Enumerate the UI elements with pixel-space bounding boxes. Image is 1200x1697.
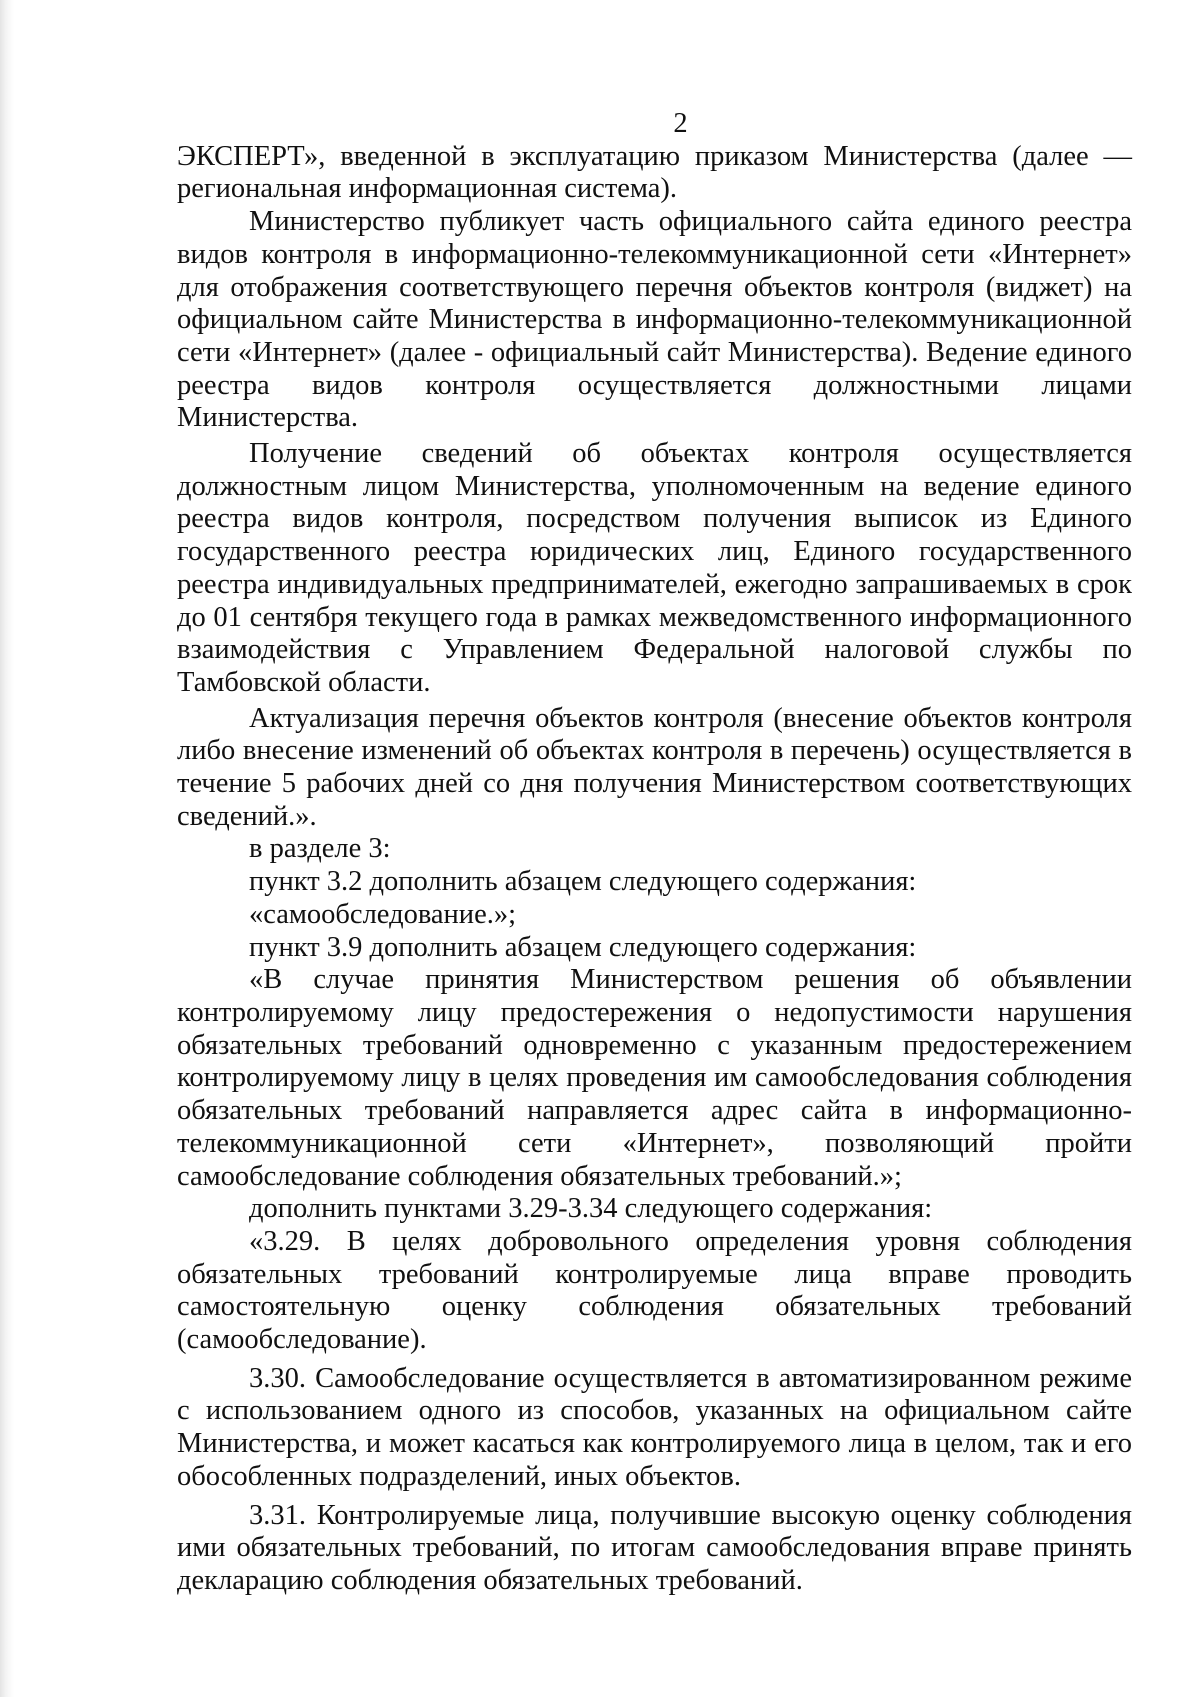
paragraph-widget-publication: Министерство публикует часть официального сайта единого реестра видов контроля в информационно-телекоммуникационной сети «Интернет» для отображения соответствующего перечня объектов контроля (виджет) на официальном сайте Министерства в информационно-телекоммуникационной сети «Интернет» (далее - официальный сайт Министерства). Ведение единого реестра видов контроля осуществляется должностными лицами Министерства.	[177, 206, 1132, 434]
page-number	[177, 108, 1132, 141]
paragraph-item-3-31: 3.31. Контролируемые лица, получившие высокую оценку соблюдения ими обязательных требований, по итогам самообследования вправе принять декларацию соблюдения обязательных требований.	[177, 1499, 1132, 1596]
paragraph-warning-case: «В случае принятия Министерством решения об объявлении контролируемому лицу предостережения о недопустимости нарушения обязательных требований одновременно с указанным предостережением контролируемому лицу в целях проведения им самообследования соблюдения обязательных требований направляется адрес сайта в информационно-телекоммуникационной сети «Интернет», позволяющий пройти самообследование соблюдения обязательных требований.»;	[177, 964, 1132, 1192]
paragraph-section-3: в разделе 3:	[249, 833, 391, 865]
paragraph-item-3-30: 3.30. Самообследование осуществляется в автоматизированном режиме с использованием одного из способов, указанных на официальном сайте Министерства, и может касаться как контролируемого лица в целом, так и его обособленных подразделений, иных объектов.	[177, 1362, 1132, 1492]
paragraph-item-3-2: пункт 3.2 дополнить абзацем следующего содержания:	[249, 866, 917, 898]
document-page	[177, 108, 1132, 1598]
paragraph-item-3-29: «3.29. В целях добровольного определения уровня соблюдения обязательных требований контролируемые лица вправе проводить самостоятельную оценку соблюдения обязательных требований (самообследование).	[177, 1225, 1132, 1356]
page-number-text: 2	[673, 108, 688, 139]
paragraph-add-items: дополнить пунктами 3.29-3.34 следующего содержания:	[249, 1193, 933, 1225]
paragraph-self-examination: «самообследование.»;	[249, 898, 517, 930]
paragraph-item-3-9: пункт 3.9 дополнить абзацем следующего содержания:	[249, 931, 917, 963]
paragraph-continuation: ЭКСПЕРТ», введенной в эксплуатацию приказом Министерства (далее — региональная информационная система).	[177, 140, 1132, 205]
paragraph-list-update: Актуализация перечня объектов контроля (внесение объектов контроля либо внесение изменений об объектах контроля в перечень) осуществляется в течение 5 рабочих дней со дня получения Министерством соответствующих сведений.».	[177, 702, 1132, 832]
scan-edge-shadow	[0, 0, 14, 1697]
paragraph-obtaining-information: Получение сведений об объектах контроля осуществляется должностным лицом Министерства, уполномоченным на ведение единого реестра видов контроля, посредством получения выписок из Единого государственного реестра юридических лиц, Единого государственного реестра индивидуальных предпринимателей, ежегодно запрашиваемых в срок до 01 сентября текущего года в рамках межведомственного информационного взаимодействия с Управлением Федеральной налоговой службы по Тамбовской области.	[177, 438, 1132, 698]
